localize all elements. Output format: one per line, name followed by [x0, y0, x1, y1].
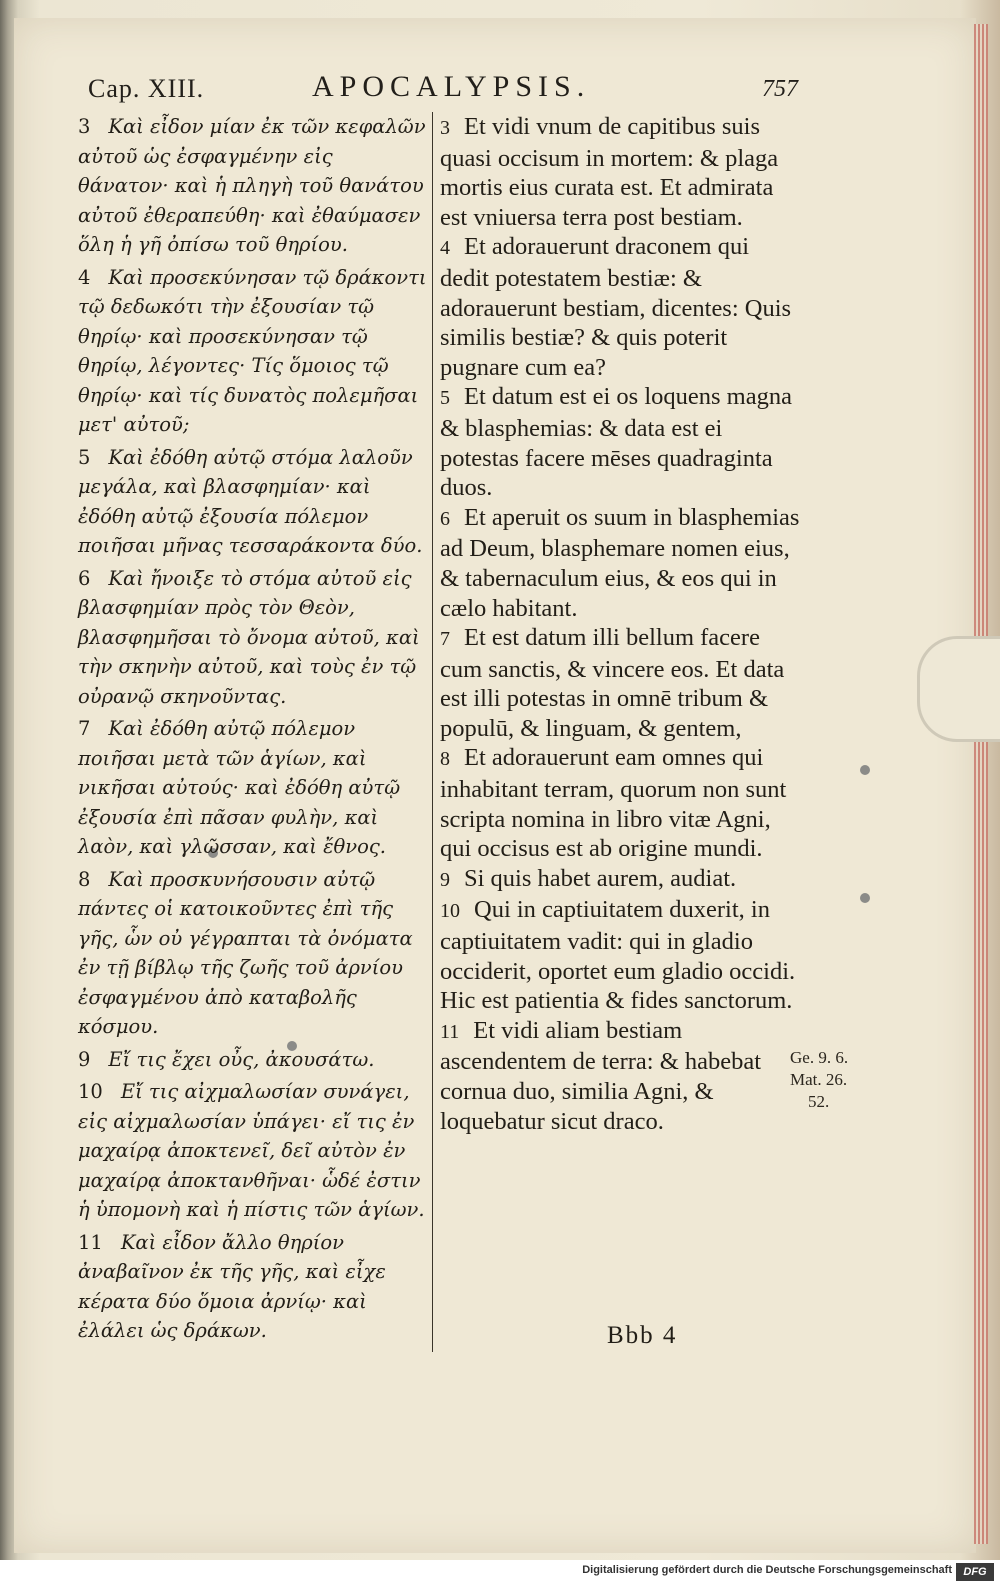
margin-reference: 52.: [808, 1092, 830, 1111]
chapter-heading: Cap. XIII.: [88, 74, 205, 103]
margin-reference: Ge. 9. 6.: [790, 1048, 849, 1067]
verse-text: Εἴ τις αἰχμαλωσίαν συνάγει, εἰς αἰχμαλωσίαν ὑπάγει· εἴ τις ἐν μαχαίρᾳ ἀποκτενεῖ, δεῖ αὐτὸν ἐν μαχαίρᾳ ἀποκτανθῆναι· ὧδέ ἐστιν ἡ ὑπομονὴ καὶ ἡ πίστις τῶν ἁγίων.: [78, 1080, 425, 1221]
verse-number: 11: [440, 1020, 460, 1043]
greek-column: [78, 112, 428, 1349]
book-clasp: [917, 636, 1000, 742]
verse-number: 9: [440, 868, 450, 891]
page-number: 757: [762, 76, 798, 102]
running-header: [88, 70, 798, 110]
latin-column: [440, 112, 802, 1136]
verse-text: Καὶ ἤνοιξε τὸ στόμα αὐτοῦ εἰς βλασφημίαν πρὸς τὸν Θεὸν, βλασφημῆσαι τὸ ὄνομα αὐτοῦ, καὶ τὴν σκηνὴν αὐτοῦ, καὶ τοὺς ἐν τῷ οὐρανῷ σκηνοῦντας.: [78, 566, 420, 708]
verse-number: 3: [78, 115, 91, 138]
greek-verse: [78, 263, 428, 440]
greek-verse: [78, 714, 428, 862]
verse-text: Καὶ ἐδόθη αὐτῷ στόμα λαλοῦν μεγάλα, καὶ βλασφημίαν· καὶ ἐδόθη αὐτῷ ἐξουσία πόλεμον ποιῆσαι μῆνας τεσσαράκοντα δύο.: [78, 445, 423, 557]
verse-number: 11: [78, 1230, 103, 1254]
greek-verse: [78, 1077, 428, 1225]
latin-verse: [440, 864, 802, 896]
margin-reference: Mat. 26.: [790, 1070, 848, 1089]
verse-text: Qui in captiuitatem duxerit, in captiuitatem vadit: qui in gladio occiderit, oportet eum gladio occidi. Hic est patientia & fides sanctorum.: [440, 896, 796, 1015]
verse-number: 8: [440, 748, 450, 771]
latin-verse: [440, 382, 802, 502]
column-divider: [432, 112, 433, 1352]
verse-text: Εἴ τις ἔχει οὖς, ἀκουσάτω.: [108, 1047, 375, 1071]
verse-number: 4: [440, 237, 450, 260]
greek-verse: [78, 1228, 428, 1346]
verse-number: 3: [440, 117, 450, 139]
verse-number: 7: [78, 717, 91, 740]
verse-number: 6: [78, 566, 91, 590]
verse-number: 4: [78, 265, 91, 289]
verse-number: 10: [440, 900, 460, 923]
signature-mark: Bbb 4: [607, 1322, 678, 1349]
greek-verse: [78, 1045, 428, 1075]
greek-verse: [78, 564, 428, 712]
verse-number: 10: [78, 1080, 103, 1103]
latin-verse: [440, 232, 802, 382]
greek-verse: [78, 865, 428, 1042]
verse-number: 5: [78, 445, 91, 469]
footer-bar: [0, 1560, 1000, 1585]
greek-verse: [78, 443, 428, 561]
stain-dot: [860, 893, 870, 903]
verse-text: Et vidi aliam bestiam ascendentem de terra: & habebat cornua duo, similia Agni, & loquebatur sicut draco.: [440, 1016, 762, 1135]
latin-verse: [440, 743, 802, 863]
verse-number: 5: [440, 387, 450, 410]
verse-text: Si quis habet aurem, audiat.: [464, 864, 737, 892]
verse-text: Et adorauerunt eam omnes qui inhabitant terram, quorum non sunt scripta nomina in libro vitæ Agni, qui occisus est ab origine mundi.: [440, 744, 787, 863]
latin-verse: [440, 895, 802, 1015]
page-edge-red: [974, 24, 988, 1544]
latin-verse: [440, 503, 802, 623]
latin-verse: [440, 623, 802, 743]
verse-number: 6: [440, 507, 450, 530]
verse-text: Καὶ προσκυνήσουσιν αὐτῷ πάντες οἱ κατοικοῦντες ἐπὶ τῆς γῆς, ὧν οὐ γέγραπται τὰ ὀνόματα ἐν τῇ βίβλῳ τῆς ζωῆς τοῦ ἀρνίου ἐσφαγμένου ἀπὸ καταβολῆς κόσμου.: [78, 867, 413, 1038]
marginal-references: [790, 1047, 910, 1113]
verse-number: 8: [78, 867, 91, 891]
verse-text: Et est datum illi bellum facere cum sanctis, & vincere eos. Et data est illi potestas in omnē tribum & populū, & linguam, & gentem,: [440, 624, 785, 742]
greek-verse: [78, 112, 428, 260]
dfg-logo: DFG: [956, 1563, 994, 1581]
verse-text: Et vidi vnum de capitibus suis quasi occisum in mortem: & plaga mortis eius curata est. Et admirata est vniuersa terra post bestiam.: [440, 113, 779, 231]
verse-text: Καὶ ἐδόθη αὐτῷ πόλεμον ποιῆσαι μετὰ τῶν ἁγίων, καὶ νικῆσαι αὐτούς· καὶ ἐδόθη αὐτῷ ἐξουσία ἐπὶ πᾶσαν φυλὴν, καὶ λαὸν, καὶ γλῶσσαν, καὶ ἔθνος.: [78, 717, 401, 858]
verse-text: Et datum est ei os loquens magna & blasphemias: & data est ei potestas facere mēses quadraginta duos.: [440, 383, 792, 502]
verse-text: Καὶ εἶδον μίαν ἐκ τῶν κεφαλῶν αὐτοῦ ὡς ἐσφαγμένην εἰς θάνατον· καὶ ἡ πληγὴ τοῦ θανάτου αὐτοῦ ἐθεραπεύθη· καὶ ἐθαύμασεν ὅλη ἡ γῆ ὀπίσω τοῦ θηρίου.: [78, 115, 426, 256]
verse-text: Καὶ εἶδον ἄλλο θηρίον ἀναβαῖνον ἐκ τῆς γῆς, καὶ εἶχε κέρατα δύο ὅμοια ἀρνίῳ· καὶ ἐλάλει ὡς δράκων.: [78, 1230, 386, 1342]
verse-text: Καὶ προσεκύνησαν τῷ δράκοντι τῷ δεδωκότι τὴν ἐξουσίαν τῷ θηρίῳ· καὶ προσεκύνησαν τῷ θηρίῳ, λέγοντες· Τίς ὅμοιος τῷ θηρίῳ· καὶ τίς δυνατὸς πολεμῆσαι μετ' αὐτοῦ;: [78, 265, 427, 436]
latin-verse: [440, 1016, 802, 1136]
verse-text: Et aperuit os suum in blasphemias ad Deum, blasphemare nomen eius, & tabernaculum eius, & eos qui in cælo habitant.: [440, 503, 800, 622]
latin-verse: [440, 112, 802, 232]
verse-number: 7: [440, 628, 450, 651]
verse-number: 9: [78, 1047, 91, 1071]
digitization-credit: Digitalisierung gefördert durch die Deutsche Forschungsgemeinschaft: [582, 1564, 952, 1576]
stain-dot: [860, 765, 870, 775]
verse-text: Et adorauerunt draconem qui dedit potestatem bestiæ: & adorauerunt bestiam, dicentes: Quis similis bestiæ? & quis poterit pugnare cum ea?: [440, 233, 792, 381]
book-title: APOCALYPSIS.: [312, 70, 591, 103]
